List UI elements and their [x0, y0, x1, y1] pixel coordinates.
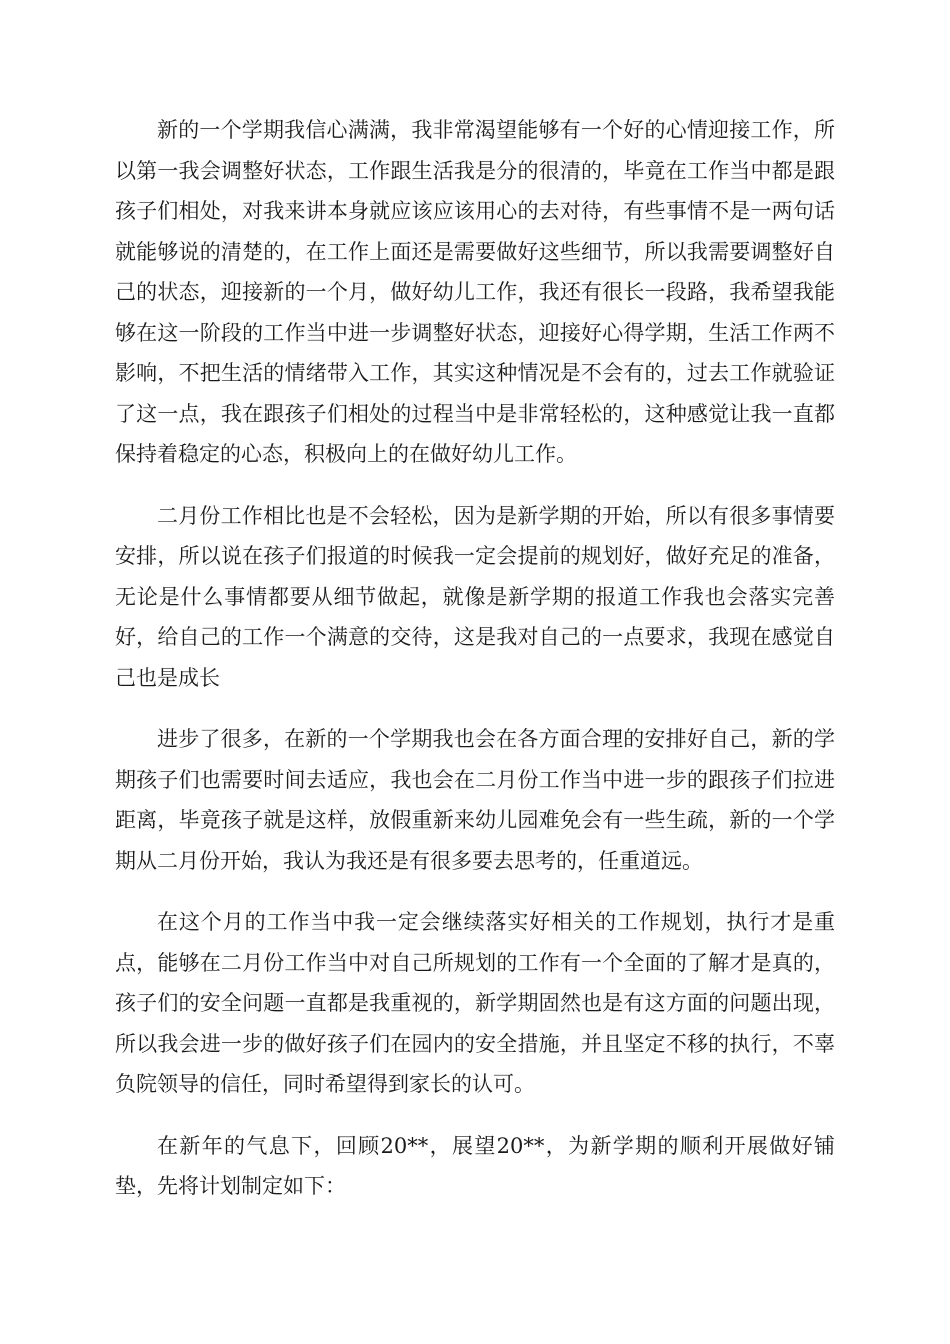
paragraph-1: 新的一个学期我信心满满，我非常渴望能够有一个好的心情迎接工作，所以第一我会调整好状态，工作跟生活我是分的很清的，毕竟在工作当中都是跟孩子们相处，对我来讲本身就应该应该用心的去对待，有些事情不是一两句话就能够说的清楚的，在工作上面还是需要做好这些细节，所以我需要调整好自己的状态，迎接新的一个月，做好幼儿工作，我还有很长一段路，我希望我能够在这一阶段的工作当中进一步调整好状态，迎接好心得学期，生活工作两不影响，不把生活的情绪带入工作，其实这种情况是不会有的，过去工作就验证了这一点，我在跟孩子们相处的过程当中是非常轻松的，这种感觉让我一直都保持着稳定的心态，积极向上的在做好幼儿工作。: [115, 118, 835, 466]
document-body: [115, 110, 835, 1207]
paragraph-2: 二月份工作相比也是不会轻松，因为是新学期的开始，所以有很多事情要安排，所以说在孩子们报道的时候我一定会提前的规划好，做好充足的准备，无论是什么事情都要从细节做起，就像是新学期的报道工作我也会落实完善好，给自己的工作一个满意的交待，这是我对自己的一点要求，我现在感觉自己也是成长: [115, 503, 835, 690]
paragraph-3: 进步了很多，在新的一个学期我也会在各方面合理的安排好自己，新的学期孩子们也需要时间去适应，我也会在二月份工作当中进一步的跟孩子们拉进距离，毕竟孩子就是这样，放假重新来幼儿园难免会有一些生疏，新的一个学期从二月份开始，我认为我还是有很多要去思考的，任重道远。: [115, 727, 835, 873]
paragraph-5: 在新年的气息下，回顾20**，展望20**，为新学期的顺利开展做好铺垫，先将计划制定如下：: [115, 1133, 835, 1198]
paragraph-4: 在这个月的工作当中我一定会继续落实好相关的工作规划，执行才是重点，能够在二月份工作当中对自己所规划的工作有一个全面的了解才是真的，孩子们的安全问题一直都是我重视的，新学期固然也是有这方面的问题出现，所以我会进一步的做好孩子们在园内的安全措施，并且坚定不移的执行，不辜负院领导的信任，同时希望得到家长的认可。: [115, 910, 835, 1096]
